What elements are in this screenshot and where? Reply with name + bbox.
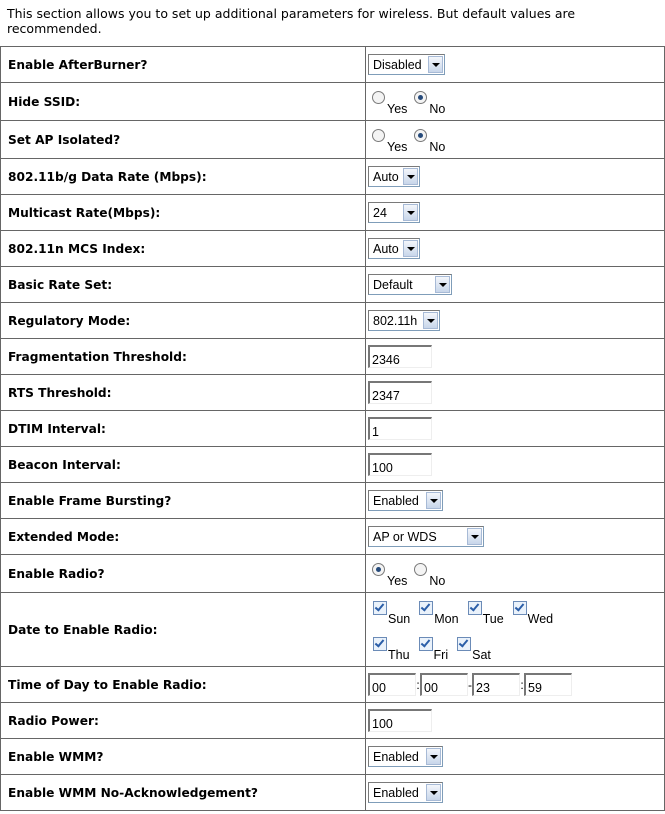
row-enable-wmm — [1, 739, 665, 775]
row-afterburner — [1, 47, 665, 83]
row-extended-mode — [1, 519, 665, 555]
start-minute-input[interactable]: 00 — [420, 673, 468, 696]
extended-mode-select[interactable]: AP or WDS — [368, 526, 484, 547]
hide-ssid-yes-radio[interactable] — [372, 91, 385, 104]
enable-radio-yes-radio[interactable] — [372, 563, 385, 576]
dtim-interval-label: DTIM Interval: — [1, 411, 366, 447]
day-wed-checkbox[interactable] — [513, 601, 527, 615]
day-sat-checkbox[interactable] — [457, 637, 471, 651]
time-enable-radio-label: Time of Day to Enable Radio: — [1, 667, 366, 703]
row-time-enable-radio — [1, 667, 665, 703]
radio-power-label: Radio Power: — [1, 703, 366, 739]
fragmentation-threshold-label: Fragmentation Threshold: — [1, 339, 366, 375]
dtim-interval-input[interactable]: 1 — [368, 417, 432, 440]
day-mon-checkbox[interactable] — [419, 601, 433, 615]
afterburner-select[interactable]: Disabled — [368, 54, 445, 75]
row-multicast-rate — [1, 195, 665, 231]
chevron-down-icon — [403, 240, 418, 257]
chevron-down-icon — [426, 784, 441, 801]
row-rts-threshold — [1, 375, 665, 411]
regulatory-mode-select[interactable]: 802.11h — [368, 310, 440, 331]
row-mcs-index — [1, 231, 665, 267]
hide-ssid-no-radio[interactable] — [414, 91, 427, 104]
row-date-enable-radio: Date to Enable Radio: Sun Mon Tue Wed Thu Fri Sat — [1, 593, 665, 667]
time-separator: : — [416, 677, 420, 692]
ap-isolated-no-radio[interactable] — [414, 129, 427, 142]
wireless-advanced-table — [0, 46, 665, 811]
enable-wmm-label: Enable WMM? — [1, 739, 366, 775]
wmm-no-ack-select[interactable]: Enabled — [368, 782, 443, 803]
multicast-rate-select[interactable]: 24 — [368, 202, 420, 223]
beacon-interval-label: Beacon Interval: — [1, 447, 366, 483]
enable-radio-no-radio[interactable] — [414, 563, 427, 576]
day-sun-checkbox[interactable] — [373, 601, 387, 615]
ap-isolated-label: Set AP Isolated? — [1, 121, 366, 159]
wmm-no-ack-label: Enable WMM No-Acknowledgement? — [1, 775, 366, 811]
chevron-down-icon — [426, 748, 441, 765]
start-hour-input[interactable]: 00 — [368, 673, 416, 696]
chevron-down-icon — [423, 312, 438, 329]
extended-mode-label: Extended Mode: — [1, 519, 366, 555]
enable-radio-label: Enable Radio? — [1, 555, 366, 593]
end-minute-input[interactable]: 59 — [524, 673, 572, 696]
mcs-index-label: 802.11n MCS Index: — [1, 231, 366, 267]
data-rate-select[interactable]: Auto — [368, 166, 420, 187]
chevron-down-icon — [435, 276, 450, 293]
end-hour-input[interactable]: 23 — [472, 673, 520, 696]
row-wmm-no-ack — [1, 775, 665, 811]
mcs-index-select[interactable]: Auto — [368, 238, 420, 259]
frame-bursting-label: Enable Frame Bursting? — [1, 483, 366, 519]
basic-rate-set-label: Basic Rate Set: — [1, 267, 366, 303]
row-ap-isolated: Set AP Isolated? Yes No — [1, 121, 665, 159]
chevron-down-icon — [403, 168, 418, 185]
radio-power-input[interactable]: 100 — [368, 709, 432, 732]
basic-rate-set-select[interactable]: Default — [368, 274, 452, 295]
time-range-separator: - — [468, 677, 472, 692]
row-hide-ssid: Hide SSID: Yes No — [1, 83, 665, 121]
day-thu-checkbox[interactable] — [373, 637, 387, 651]
day-fri-checkbox[interactable] — [419, 637, 433, 651]
row-regulatory-mode — [1, 303, 665, 339]
chevron-down-icon — [428, 56, 443, 73]
multicast-rate-label: Multicast Rate(Mbps): — [1, 195, 366, 231]
afterburner-label: Enable AfterBurner? — [1, 47, 366, 83]
row-radio-power — [1, 703, 665, 739]
date-enable-radio-label: Date to Enable Radio: — [1, 593, 366, 667]
row-dtim-interval — [1, 411, 665, 447]
row-enable-radio: Enable Radio? Yes No — [1, 555, 665, 593]
section-description: This section allows you to set up additional parameters for wireless. But default values are recommended. — [7, 6, 576, 36]
chevron-down-icon — [426, 492, 441, 509]
ap-isolated-yes-radio[interactable] — [372, 129, 385, 142]
hide-ssid-label: Hide SSID: — [1, 83, 366, 121]
row-basic-rate-set — [1, 267, 665, 303]
enable-wmm-select[interactable]: Enabled — [368, 746, 443, 767]
rts-threshold-input[interactable]: 2347 — [368, 381, 432, 404]
row-fragmentation-threshold — [1, 339, 665, 375]
row-beacon-interval — [1, 447, 665, 483]
day-tue-checkbox[interactable] — [468, 601, 482, 615]
frame-bursting-select[interactable]: Enabled — [368, 490, 443, 511]
beacon-interval-input[interactable]: 100 — [368, 453, 432, 476]
time-separator: : — [520, 677, 524, 692]
chevron-down-icon — [467, 528, 482, 545]
fragmentation-threshold-input[interactable]: 2346 — [368, 345, 432, 368]
row-frame-bursting — [1, 483, 665, 519]
row-data-rate — [1, 159, 665, 195]
regulatory-mode-label: Regulatory Mode: — [1, 303, 366, 339]
chevron-down-icon — [403, 204, 418, 221]
data-rate-label: 802.11b/g Data Rate (Mbps): — [1, 159, 366, 195]
rts-threshold-label: RTS Threshold: — [1, 375, 366, 411]
